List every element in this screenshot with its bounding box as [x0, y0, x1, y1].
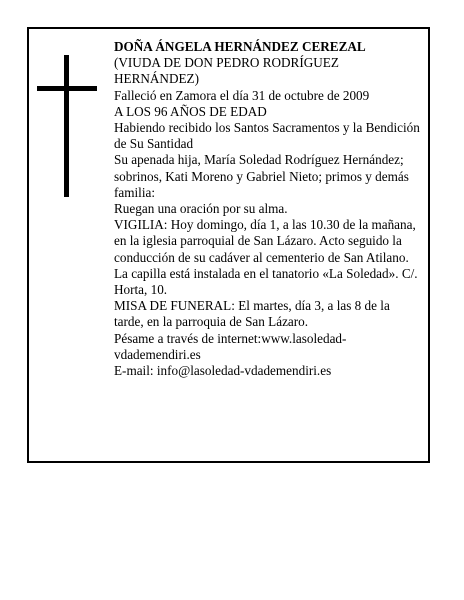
cross-horizontal-bar — [37, 86, 97, 91]
obituary-text — [114, 39, 422, 379]
deceased-name: DOÑA ÁNGELA HERNÁNDEZ CEREZAL — [114, 39, 366, 54]
age-at-death: A LOS 96 AÑOS DE EDAD — [114, 103, 267, 119]
death-date: Falleció en Zamora el día 31 de octubre de 2009 — [114, 87, 370, 103]
chapel-location: La capilla está instalada en el tanatorio «La Soledad». C/. Horta, 10. — [114, 265, 418, 298]
cross-vertical-bar — [64, 55, 69, 197]
family-line: Su apenada hija, María Soledad Rodríguez Hernández; sobrinos, Kati Moreno y Gabriel Nieto; primos y demás familia: — [114, 152, 409, 200]
widow-of: (VIUDA DE DON PEDRO RODRÍGUEZ HERNÁNDEZ) — [114, 55, 339, 87]
sacraments-line: Habiendo recibido los Santos Sacramentos y la Bendición de Su Santidad — [114, 120, 420, 152]
cross-icon — [37, 55, 97, 197]
condolences-web: Pésame a través de internet:www.lasoledad-vdademendiri.es — [114, 330, 347, 362]
prayer-request: Ruegan una oración por su alma. — [114, 201, 288, 217]
contact-email: E-mail: info@lasoledad-vdademendiri.es — [114, 363, 332, 379]
funeral-mass: MISA DE FUNERAL: El martes, día 3, a las 8 de la tarde, en la parroquia de San Lázaro. — [114, 298, 390, 330]
vigil-details: VIGILIA: Hoy domingo, día 1, a las 10.30 de la mañana, en la iglesia parroquial de San Lázaro. Acto seguido la conducción de su cadáver al cementerio de San Atilano. — [114, 217, 416, 265]
